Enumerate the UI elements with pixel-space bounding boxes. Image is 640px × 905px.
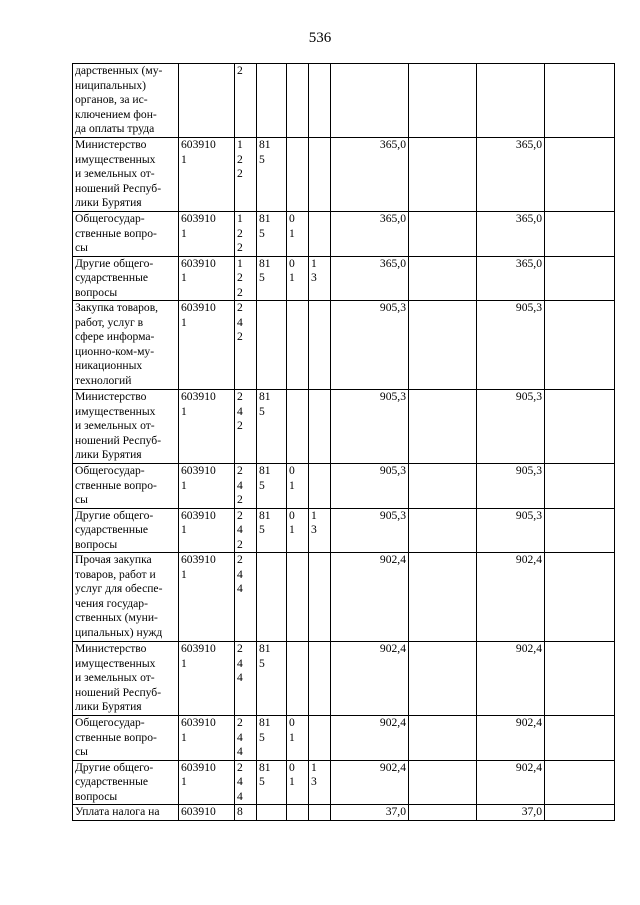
section-code [287,805,309,821]
amount-1: 902,4 [331,553,409,642]
amount-2: 905,3 [477,390,545,464]
subsection-code [309,212,331,257]
section-code: 0 1 [287,508,309,553]
subsection-code: 1 3 [309,508,331,553]
table-row [73,64,615,138]
amount-2: 365,0 [477,256,545,301]
amount-2: 902,4 [477,642,545,716]
budget-table [72,63,615,821]
subsection-code: 1 3 [309,760,331,805]
expense-type: 2 4 4 [235,553,257,642]
item-name: Прочая закупка товаров, работ и услуг для обеспе- чения государ- ственных (муни- ципальных) нужд [73,553,179,642]
empty-cell [545,301,615,390]
expense-type: 8 [235,805,257,821]
empty-cell [409,553,477,642]
empty-cell [545,553,615,642]
ministry-code [257,805,287,821]
ministry-code: 81 5 [257,716,287,761]
target-code: 603910 1 [179,553,235,642]
section-code: 0 1 [287,464,309,509]
section-code [287,390,309,464]
expense-type: 1 2 2 [235,138,257,212]
amount-2: 365,0 [477,212,545,257]
target-code: 603910 1 [179,390,235,464]
target-code: 603910 1 [179,760,235,805]
section-code: 0 1 [287,760,309,805]
empty-cell [545,138,615,212]
empty-cell [545,760,615,805]
amount-2: 905,3 [477,464,545,509]
expense-type: 1 2 2 [235,212,257,257]
section-code [287,553,309,642]
table-row [73,464,615,509]
target-code [179,64,235,138]
item-name: Общегосудар- ственные вопро- сы [73,464,179,509]
item-name: Общегосудар- ственные вопро- сы [73,716,179,761]
item-name: Другие общего- сударственные вопросы [73,760,179,805]
empty-cell [409,716,477,761]
amount-1: 365,0 [331,212,409,257]
amount-1: 905,3 [331,464,409,509]
section-code [287,301,309,390]
target-code: 603910 1 [179,212,235,257]
section-code: 0 1 [287,256,309,301]
amount-1: 902,4 [331,716,409,761]
empty-cell [409,508,477,553]
ministry-code [257,64,287,138]
target-code: 603910 1 [179,508,235,553]
table-row [73,508,615,553]
page-number: 536 [308,30,332,46]
empty-cell [409,301,477,390]
target-code: 603910 1 [179,138,235,212]
empty-cell [545,464,615,509]
ministry-code: 81 5 [257,212,287,257]
subsection-code [309,64,331,138]
empty-cell [409,390,477,464]
amount-2: 902,4 [477,553,545,642]
subsection-code [309,805,331,821]
subsection-code [309,301,331,390]
section-code [287,138,309,212]
ministry-code: 81 5 [257,642,287,716]
expense-type: 2 4 4 [235,642,257,716]
item-name: Министерство имущественных и земельных от- ношений Респуб- лики Бурятия [73,642,179,716]
empty-cell [409,256,477,301]
target-code: 603910 [179,805,235,821]
expense-type: 1 2 2 [235,256,257,301]
empty-cell [409,212,477,257]
item-name: Министерство имущественных и земельных от- ношений Респуб- лики Бурятия [73,138,179,212]
amount-2: 902,4 [477,716,545,761]
ministry-code: 81 5 [257,256,287,301]
empty-cell [545,642,615,716]
amount-1: 905,3 [331,390,409,464]
amount-1: 365,0 [331,256,409,301]
expense-type: 2 4 2 [235,464,257,509]
ministry-code: 81 5 [257,390,287,464]
subsection-code [309,464,331,509]
target-code: 603910 1 [179,642,235,716]
empty-cell [409,464,477,509]
empty-cell [545,805,615,821]
expense-type: 2 4 2 [235,301,257,390]
ministry-code: 81 5 [257,464,287,509]
subsection-code [309,390,331,464]
amount-2 [477,64,545,138]
table-row [73,256,615,301]
amount-1 [331,64,409,138]
item-name: Министерство имущественных и земельных от- ношений Респуб- лики Бурятия [73,390,179,464]
empty-cell [409,64,477,138]
item-name: Закупка товаров, работ, услуг в сфере информа- ционно-ком-му- никационных технологий [73,301,179,390]
expense-type: 2 4 4 [235,760,257,805]
amount-2: 905,3 [477,508,545,553]
target-code: 603910 1 [179,256,235,301]
amount-1: 902,4 [331,760,409,805]
section-code [287,642,309,716]
expense-type: 2 4 2 [235,508,257,553]
empty-cell [545,256,615,301]
empty-cell [409,760,477,805]
section-code: 0 1 [287,212,309,257]
target-code: 603910 1 [179,464,235,509]
ministry-code [257,301,287,390]
table-row [73,212,615,257]
ministry-code: 81 5 [257,508,287,553]
table-row [73,805,615,821]
ministry-code: 81 5 [257,760,287,805]
empty-cell [409,805,477,821]
empty-cell [545,64,615,138]
empty-cell [409,642,477,716]
amount-2: 905,3 [477,301,545,390]
amount-1: 905,3 [331,301,409,390]
expense-type: 2 [235,64,257,138]
empty-cell [409,138,477,212]
item-name: дарственных (му- ниципальных) органов, за ис- ключением фон- да оплаты труда [73,64,179,138]
ministry-code: 81 5 [257,138,287,212]
section-code: 0 1 [287,716,309,761]
amount-1: 365,0 [331,138,409,212]
table-row [73,716,615,761]
amount-2: 37,0 [477,805,545,821]
table-row [73,642,615,716]
amount-1: 902,4 [331,642,409,716]
target-code: 603910 1 [179,716,235,761]
ministry-code [257,553,287,642]
amount-2: 365,0 [477,138,545,212]
item-name: Другие общего- сударственные вопросы [73,256,179,301]
empty-cell [545,716,615,761]
section-code [287,64,309,138]
expense-type: 2 4 2 [235,390,257,464]
table-row [73,553,615,642]
item-name: Общегосудар- ственные вопро- сы [73,212,179,257]
table-row [73,301,615,390]
subsection-code [309,642,331,716]
subsection-code [309,553,331,642]
table-row [73,760,615,805]
item-name: Уплата налога на [73,805,179,821]
empty-cell [545,390,615,464]
target-code: 603910 1 [179,301,235,390]
subsection-code: 1 3 [309,256,331,301]
empty-cell [545,212,615,257]
amount-1: 905,3 [331,508,409,553]
subsection-code [309,138,331,212]
table-row [73,138,615,212]
item-name: Другие общего- сударственные вопросы [73,508,179,553]
empty-cell [545,508,615,553]
expense-type: 2 4 4 [235,716,257,761]
amount-2: 902,4 [477,760,545,805]
amount-1: 37,0 [331,805,409,821]
table-row [73,390,615,464]
subsection-code [309,716,331,761]
